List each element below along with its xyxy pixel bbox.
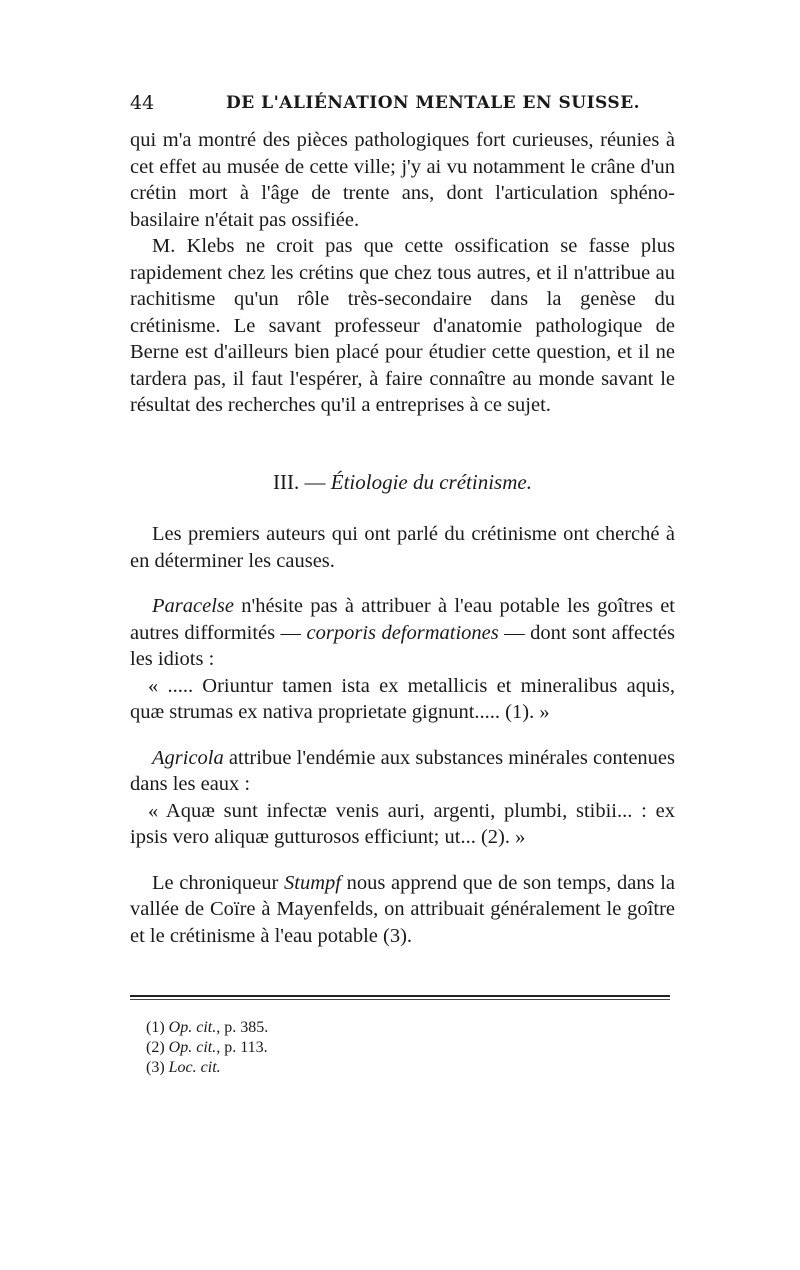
name-paracelse: Paracelse: [152, 595, 234, 617]
name-agricola: Agricola: [152, 746, 224, 769]
paragraph-auteurs: Les premiers auteurs qui ont parlé du crétinisme ont cherché à en déterminer les causes.: [130, 523, 675, 572]
paragraph-agricola: Agricola attribue l'endémie aux substances minérales contenues dans les eaux :: [130, 746, 675, 795]
footnotes: [146, 1018, 268, 1078]
body-text-bottom: [130, 521, 675, 949]
footnote-2: (2) Op. cit., p. 113.: [146, 1039, 268, 1056]
footnote-1: (1) Op. cit., p. 385.: [146, 1019, 269, 1036]
latin-phrase: corporis deformationes: [306, 621, 499, 644]
paragraph-stumpf: Le chroniqueur Stumpf nous apprend que de son temps, dans la vallée de Coïre à Mayenfelds, on attribuait généralement le goître et le crétinisme à l'eau potable (3).: [130, 871, 675, 947]
footnote-3: (3) Loc. cit.: [146, 1059, 221, 1076]
body-text-top: [130, 127, 675, 419]
running-title: DE L'ALIÉNATION MENTALE EN SUISSE.: [226, 93, 641, 113]
section-number: III. —: [273, 470, 326, 494]
footnote-rule: [130, 995, 670, 997]
footnote-rule-thin: [130, 999, 670, 1000]
page-header: [130, 92, 675, 122]
quote-paracelse: « ..... Oriuntur tamen ista ex metallicis et mineralibus aquis, quæ strumas ex nativa proprietate gignunt..... (1). »: [130, 674, 675, 723]
section-heading: [130, 470, 675, 495]
paragraph-continued: qui m'a montré des pièces pathologiques fort curieuses, réunies à cet effet au musée de cette ville; j'y ai vu notamment le crâne d'un crétin mort à l'âge de trente ans, dont l'articulation sphéno-basilaire n'était pas ossifiée.: [130, 129, 675, 231]
name-stumpf: Stumpf: [284, 871, 341, 894]
paragraph-klebs: M. Klebs ne croit pas que cette ossification se fasse plus rapidement chez les crétins que chez tous autres, et il n'attribue au rachitisme qu'un rôle très-secondaire dans la genèse du crétinisme. Le savant professeur d'anatomie pathologique de Berne est d'ailleurs bien placé pour étudier cette question, et il ne tardera pas, il faut l'espérer, à faire connaître au monde savant le résultat des recherches qu'il a entreprises à ce sujet.: [130, 235, 675, 416]
section-title: Étiologie du crétinisme.: [330, 470, 532, 494]
quote-agricola: « Aquæ sunt infectæ venis auri, argenti, plumbi, stibii... : ex ipsis vero aliquæ gutturosos efficiunt; ut... (2). »: [130, 799, 675, 848]
page-number: 44: [130, 92, 155, 114]
paragraph-paracelse: Paracelse n'hésite pas à attribuer à l'eau potable les goîtres et autres difformités — corporis deformationes — dont sont affectés les idiots :: [130, 595, 675, 670]
